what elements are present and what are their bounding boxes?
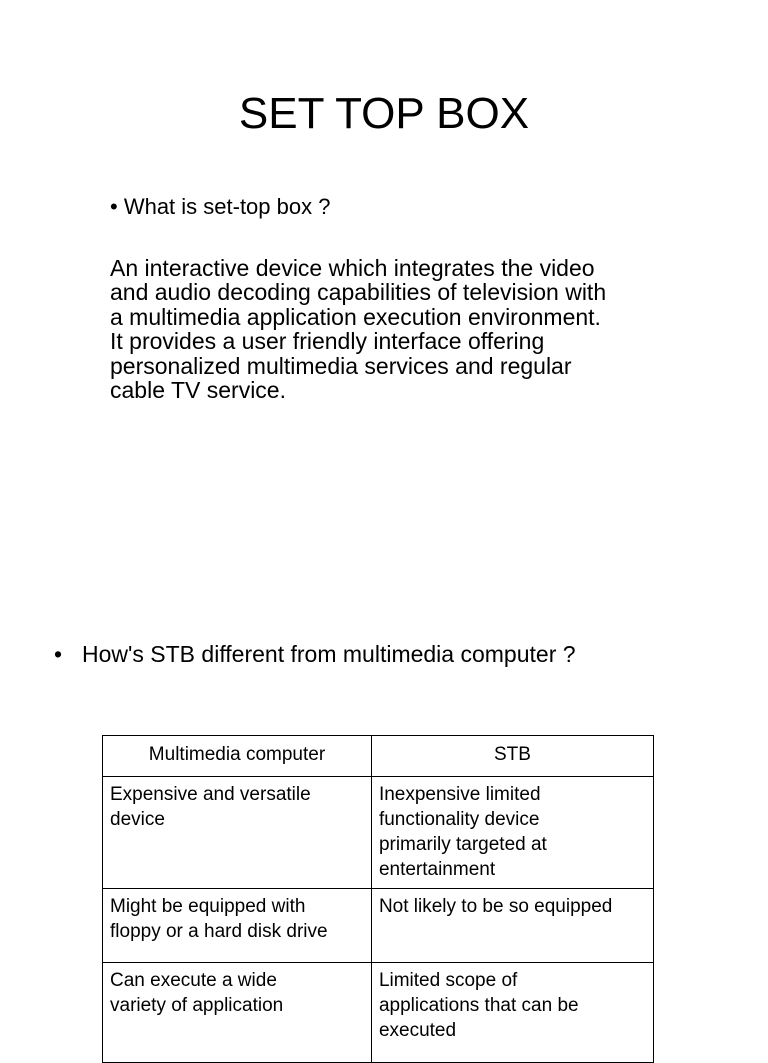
table-cell bbox=[103, 777, 372, 889]
cell-line: variety of application bbox=[110, 995, 284, 1016]
definition-line: a multimedia application execution environment. bbox=[110, 303, 601, 330]
question-what-is-stb: • What is set-top box ? bbox=[110, 194, 331, 219]
definition-line: An interactive device which integrates the video bbox=[110, 255, 595, 281]
table-cell bbox=[103, 889, 372, 963]
cell-line: Can execute a wide bbox=[110, 970, 277, 991]
table-row bbox=[103, 963, 654, 1063]
table-row bbox=[103, 889, 654, 963]
header-multimedia-computer: Multimedia computer bbox=[103, 736, 372, 777]
table-row bbox=[103, 777, 654, 889]
cell-line: primarily targeted at bbox=[378, 834, 547, 855]
table-cell bbox=[371, 889, 653, 963]
bullet: • bbox=[54, 641, 63, 667]
cell-line: functionality device bbox=[378, 809, 540, 830]
definition-line: personalized multimedia services and regular bbox=[110, 352, 572, 379]
cell-line: Not likely to be so equipped bbox=[378, 896, 613, 917]
table-cell bbox=[103, 963, 372, 1063]
table-header-row bbox=[103, 736, 654, 777]
definition-line: cable TV service. bbox=[110, 377, 286, 404]
definition-line: It provides a user friendly interface offering bbox=[110, 328, 545, 355]
question-stb-difference bbox=[54, 640, 576, 668]
cell-line: entertainment bbox=[378, 859, 496, 880]
cell-line: floppy or a hard disk drive bbox=[110, 921, 328, 942]
question-text: How's STB different from multimedia computer ? bbox=[82, 641, 576, 667]
table-cell bbox=[371, 963, 653, 1063]
page-title: SET TOP BOX bbox=[238, 89, 530, 138]
header-stb: STB bbox=[371, 736, 653, 777]
cell-line: applications that can be bbox=[378, 995, 579, 1016]
cell-line: Might be equipped with bbox=[110, 896, 306, 917]
cell-line: executed bbox=[378, 1020, 457, 1041]
cell-line: Inexpensive limited bbox=[378, 784, 541, 805]
cell-line: Limited scope of bbox=[378, 970, 518, 991]
cell-line: Expensive and versatile bbox=[110, 784, 311, 805]
stb-definition bbox=[110, 256, 710, 402]
definition-line: and audio decoding capabilities of television with bbox=[110, 279, 607, 306]
comparison-table bbox=[102, 735, 654, 1063]
table-cell bbox=[371, 777, 653, 889]
cell-line: device bbox=[110, 809, 165, 830]
